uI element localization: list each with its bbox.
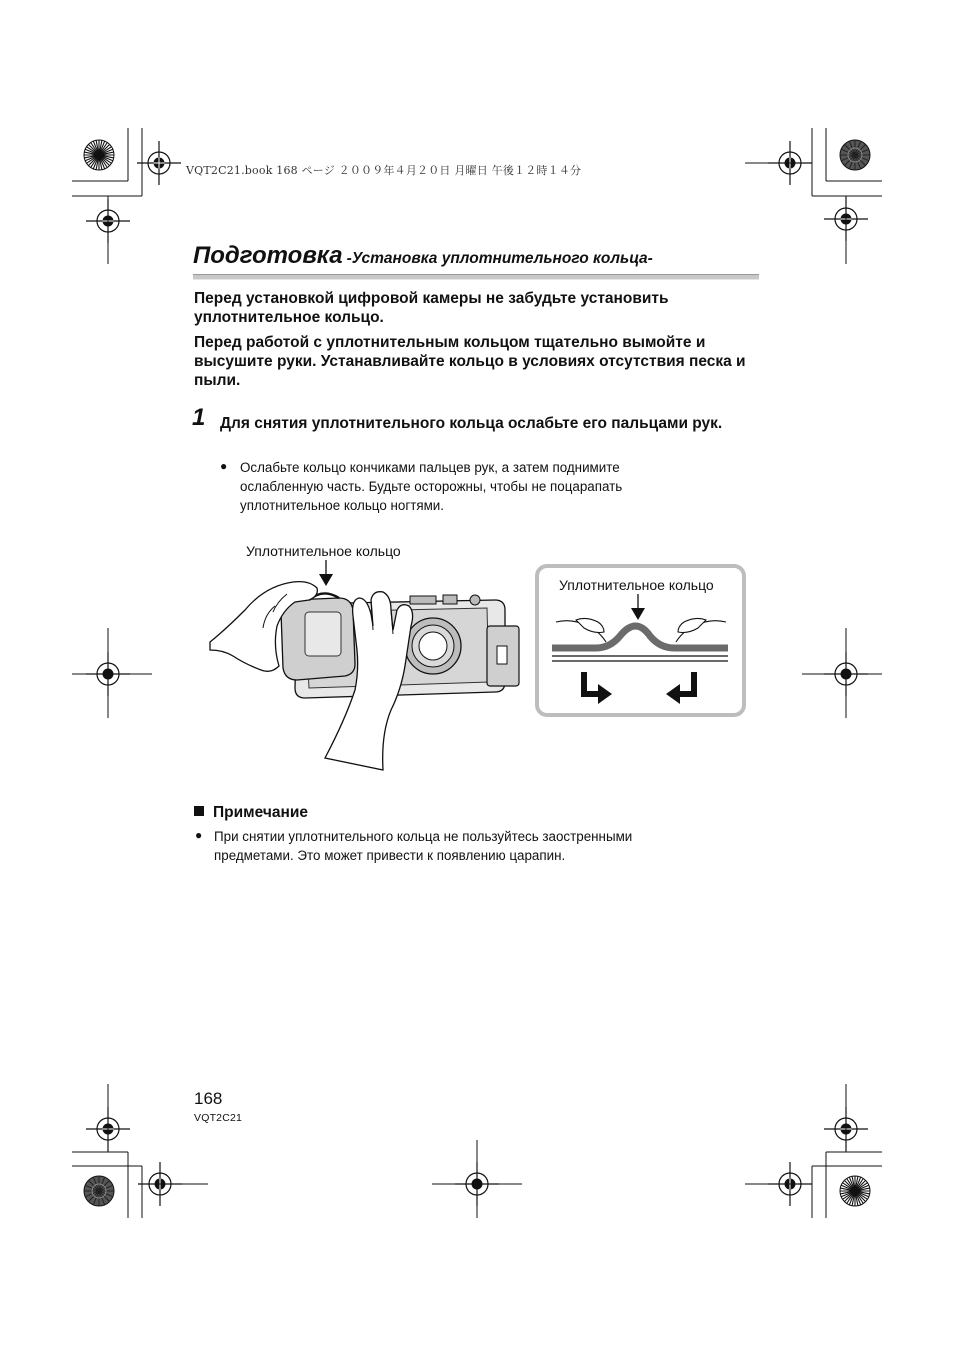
note-heading-text: Примечание: [213, 804, 308, 821]
step-number: 1: [192, 404, 206, 431]
page-title: [193, 242, 653, 270]
step-instruction: Для снятия уплотнительного кольца ослабьте его пальцами рук.: [220, 415, 723, 432]
bullet-icon: ●: [220, 459, 228, 473]
bullet-icon: ●: [195, 828, 203, 842]
arrow-down-left-icon: [664, 672, 700, 706]
step-bullet-text: Ослабьте кольцо кончиками пальцев рук, а затем поднимите ослабленную часть. Будьте осторожны, чтобы не поцарапать уплотнительное кольцо ногтями.: [240, 460, 623, 513]
note-bullet-text: При снятии уплотнительного кольца не пользуйтесь заостренными предметами. Это может привести к появлению царапин.: [214, 829, 633, 863]
title-sub: -Установка уплотнительного кольца-: [346, 250, 653, 267]
ring-cross-section-illustration: [548, 612, 738, 662]
intro-paragraph-1: Перед установкой цифровой камеры не забудьте установить уплотнительное кольцо.: [194, 290, 669, 326]
figure-label-right: Уплотнительное кольцо: [559, 577, 714, 593]
note-square-icon: [194, 806, 204, 816]
note-heading: [194, 804, 308, 822]
title-main: Подготовка: [193, 242, 343, 269]
figure-label-left: Уплотнительное кольцо: [246, 543, 401, 559]
arrow-down-right-icon: [580, 672, 616, 706]
model-code: VQT2C21: [194, 1112, 243, 1124]
intro-paragraph-2: Перед работой с уплотнительным кольцом тщательно вымойте и высушите руки. Устанавливайте кольцо в условиях отсутствия песка и пыли.: [194, 334, 746, 389]
page-number: 168: [194, 1089, 223, 1108]
title-underline: [193, 274, 759, 280]
camera-housing-illustration: [205, 570, 535, 770]
print-info-header: VQT2C21.book 168 ページ ２００９年４月２０日 月曜日 午後１２時１４分: [186, 164, 582, 177]
